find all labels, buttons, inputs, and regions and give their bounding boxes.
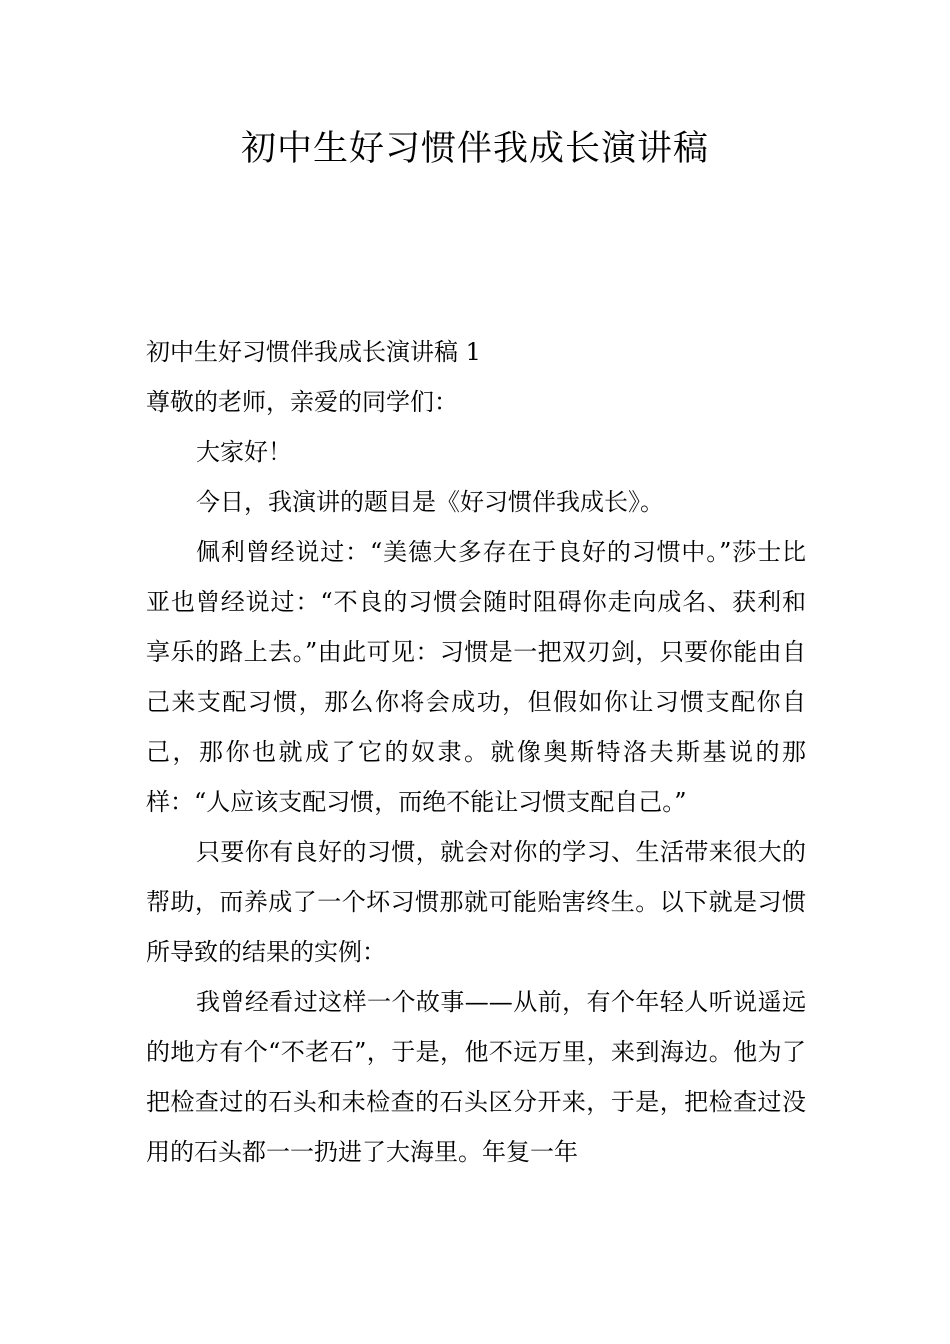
paragraph-quotes: 佩利曾经说过：“美德大多存在于良好的习惯中。”莎士比亚也曾经说过：“不良的习惯会随时阻碍你走向成名、获利和享乐的路上去。”由此可见：习惯是一把双刃剑，只要你能由自己来支配习惯，那么你将会成功，但假如你让习惯支配你自己，那你也就成了它的奴隶。就像奥斯特洛夫斯基说的那样：“人应该支配习惯，而绝不能让习惯支配自己。” — [146, 538, 806, 816]
section-heading: 初中生好习惯伴我成长演讲稿 1 — [146, 338, 481, 366]
paragraph-good-habits: 只要你有良好的习惯，就会对你的学习、生活带来很大的帮助，而养成了一个坏习惯那就可能贻害终生。以下就是习惯所导致的结果的实例： — [146, 838, 806, 966]
salutation: 尊敬的老师，亲爱的同学们： — [146, 388, 458, 416]
paragraph-topic: 今日，我演讲的题目是《好习惯伴我成长》。 — [196, 488, 664, 516]
paragraph-story: 我曾经看过这样一个故事——从前，有个年轻人听说遥远的地方有个“不老石”，于是，他不远万里，来到海边。他为了把检查过的石头和未检查的石头区分开来，于是，把检查过没用的石头都一一扔进了大海里。年复一年 — [146, 988, 806, 1166]
paragraph-greeting: 大家好！ — [196, 438, 292, 466]
document-body — [146, 327, 806, 1177]
document-title: 初中生好习惯伴我成长演讲稿 — [240, 129, 709, 169]
